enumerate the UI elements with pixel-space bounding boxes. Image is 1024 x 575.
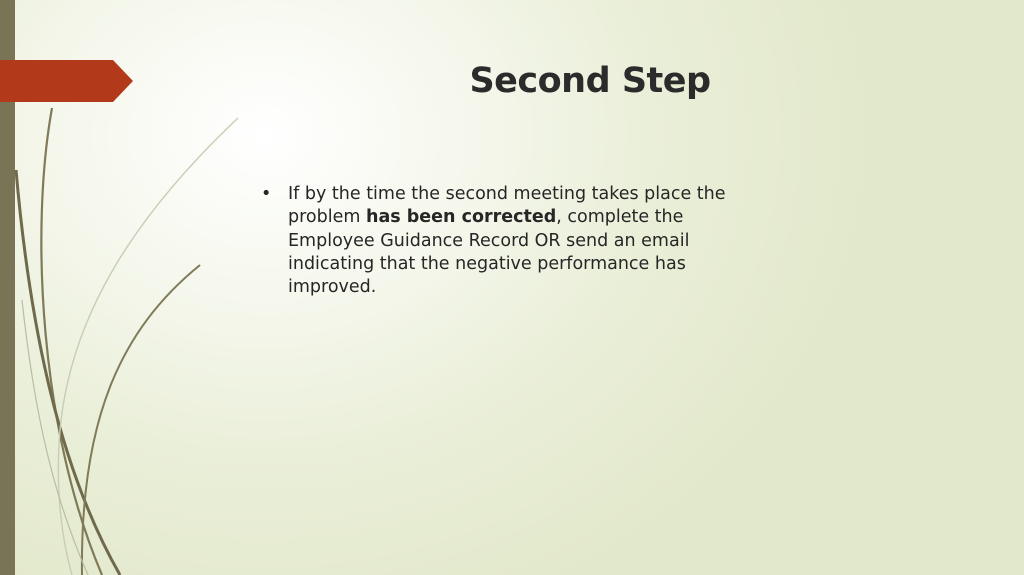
bullet-text-emphasis: has been corrected <box>365 207 557 228</box>
bullet-dot: • <box>261 184 272 204</box>
accent-arrow-shape <box>0 60 133 102</box>
bullet-text-start: If by the time the second meeting takes place the problem <box>288 184 726 228</box>
bullet-item <box>260 183 760 299</box>
slide-content <box>260 183 760 299</box>
slide-title: Second Step <box>469 61 711 101</box>
bullet-text-end: , complete the Employee Guidance Record OR send an email indicating that the negative performance has improved. <box>288 207 690 298</box>
